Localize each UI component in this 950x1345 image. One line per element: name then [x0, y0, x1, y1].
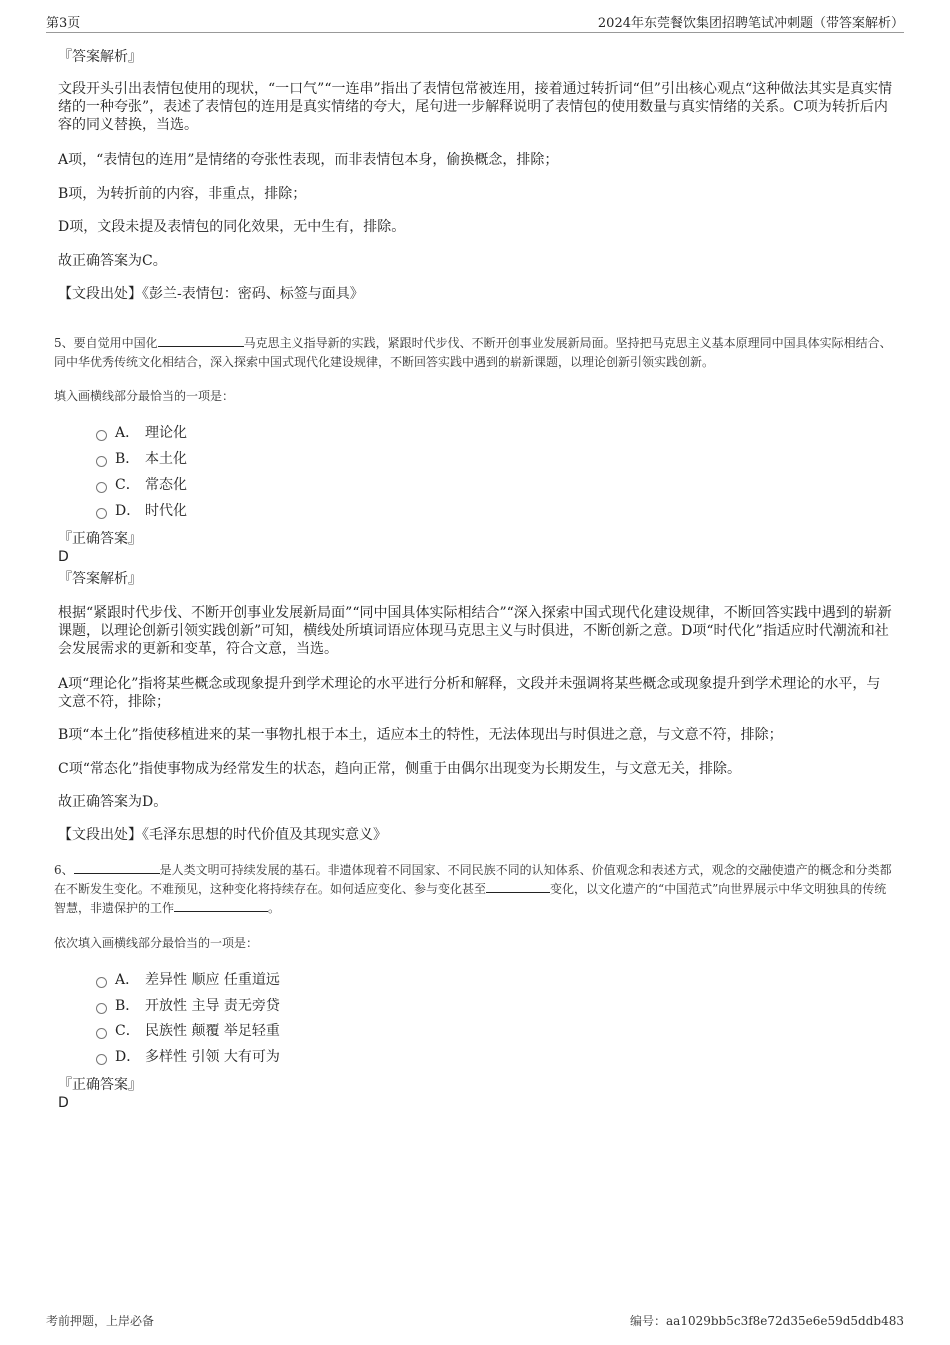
q6-option-a[interactable] [96, 971, 280, 991]
q4-analysis-main: 文段开头引出表情包使用的现状，“一口气”“一连串”指出了表情包常被连用，接着通过转折词“但”引出核心观点“这种做法其实是真实情绪的一种夸张”，表述了表情包的连用是真实情绪的夸大，尾句进一步解释说明了表情包的使用数量与真实情绪的关系。C项为转折后内容的同义替换，当选。 [58, 81, 893, 133]
q5-correct-answer: D [58, 549, 69, 565]
option-key: A． [115, 425, 140, 441]
option-text: 民族性 颠覆 举足轻重 [145, 1023, 280, 1039]
option-key: C． [115, 477, 140, 493]
q5-stem [54, 334, 896, 372]
radio-icon[interactable] [96, 456, 107, 467]
option-key: B． [115, 998, 140, 1014]
q5-analysis-option-b: B项“本土化”指使移植进来的某一事物扎根于本土，适应本土的特性，无法体现出与时俱进之意，与文意不符，排除； [58, 727, 783, 743]
option-text: 本土化 [145, 451, 187, 467]
radio-icon[interactable] [96, 482, 107, 493]
option-text: 差异性 顺应 任重道远 [145, 972, 280, 988]
page-footer [46, 1312, 904, 1329]
document-title: 2024年东莞餐饮集团招聘笔试冲刺题（带答案解析） [597, 16, 904, 31]
option-key: D． [115, 1049, 141, 1065]
footer-slogan: 考前押题，上岸必备 [46, 1314, 155, 1328]
q4-analysis-label: 『答案解析』 [58, 49, 142, 65]
q6-stem-start: 6、 [54, 863, 74, 877]
radio-icon[interactable] [96, 430, 107, 441]
q5-conclusion: 故正确答案为D。 [58, 794, 168, 810]
q6-blank-2 [486, 880, 550, 893]
q5-source: 【文段出处】《毛泽东思想的时代价值及其现实意义》 [58, 827, 387, 843]
q6-option-d[interactable] [96, 1048, 280, 1068]
option-text: 时代化 [145, 503, 187, 519]
q5-option-b[interactable] [96, 450, 187, 470]
q5-correct-label: 『正确答案』 [58, 531, 142, 547]
q5-option-d[interactable] [96, 502, 187, 522]
q6-option-b[interactable] [96, 997, 280, 1017]
radio-icon[interactable] [96, 1003, 107, 1014]
option-text: 常态化 [145, 477, 187, 493]
q5-blank [158, 334, 244, 347]
q6-correct-label: 『正确答案』 [58, 1077, 142, 1093]
q4-conclusion: 故正确答案为C。 [58, 253, 167, 269]
q4-analysis-option-b: B项，为转折前的内容，非重点，排除； [58, 186, 307, 202]
q6-stem-end: 。 [268, 901, 281, 915]
q5-analysis-option-c: C项“常态化”指使事物成为经常发生的状态，趋向正常，侧重于由偶尔出现变为长期发生，与文意无关，排除。 [58, 761, 742, 777]
q6-blank-3 [174, 899, 268, 912]
radio-icon[interactable] [96, 1054, 107, 1065]
q5-option-a[interactable] [96, 424, 187, 444]
option-text: 多样性 引领 大有可为 [145, 1049, 280, 1065]
option-key: A． [115, 972, 140, 988]
document-id: 编号：aa1029bb5c3f8e72d35e6e59d5ddb483 [630, 1314, 904, 1328]
radio-icon[interactable] [96, 977, 107, 988]
q4-analysis-option-d: D项，文段未提及表情包的同化效果，无中生有，排除。 [58, 219, 406, 235]
page-header [46, 12, 904, 33]
q5-stem-start: 5、要自觉用中国化 [54, 336, 158, 350]
q5-analysis-option-a: A项“理论化”指将某些概念或现象提升到学术理论的水平进行分析和解释，文段并未强调将某些概念或现象提升到学术理论的水平，与文意不符，排除； [58, 676, 881, 710]
q5-stem-rest: 马克思主义指导新的实践，紧跟时代步伐、不断开创事业发展新局面。坚持把马克思主义基本原理同中国具体实际相结合、同中华优秀传统文化相结合，深入探索中国式现代化建设规律，不断回答实践中遇到的崭新课题，以理论创新引领实践创新。 [54, 336, 892, 369]
q6-correct-answer: D [58, 1095, 69, 1111]
q4-source: 【文段出处】《彭兰-表情包：密码、标签与面具》 [58, 286, 364, 302]
q6-blank-1 [74, 861, 160, 874]
q6-stem [54, 861, 896, 918]
q6-stem-part-3: 变化，以文化遗产的“中国范式”向世界展示中华文明独具的传统智慧，非遗保护的工作 [54, 882, 887, 915]
radio-icon[interactable] [96, 508, 107, 519]
option-key: C． [115, 1023, 140, 1039]
page-number: 第3页 [46, 16, 81, 31]
option-text: 开放性 主导 责无旁贷 [145, 998, 280, 1014]
option-text: 理论化 [145, 425, 187, 441]
q6-stem-part-2: 是人类文明可持续发展的基石。非遗体现着不同国家、不同民族不同的认知体系、价值观念和表述方式，观念的交融使遗产的概念和分类都在不断发生变化。不难预见，这种变化将持续存在。如何适应变化、参与变化甚至 [54, 863, 892, 896]
radio-icon[interactable] [96, 1028, 107, 1039]
q5-analysis-main: 根据“紧跟时代步伐、不断开创事业发展新局面”“同中国具体实际相结合”“深入探索中国式现代化建设规律，不断回答实践中遇到的崭新课题，以理论创新引领实践创新”可知，横线处所填词语应体现马克思主义与时俱进，不断创新之意。D项“时代化”指适应时代潮流和社会发展需求的更新和变革，符合文意，当选。 [58, 605, 892, 657]
option-key: B． [115, 451, 140, 467]
q6-prompt: 依次填入画横线部分最恰当的一项是： [54, 936, 259, 950]
q5-option-c[interactable] [96, 476, 187, 496]
q5-prompt: 填入画横线部分最恰当的一项是： [54, 389, 235, 403]
q4-analysis-option-a: A项，“表情包的连用”是情绪的夸张性表现，而非表情包本身，偷换概念，排除； [58, 152, 559, 168]
option-key: D． [115, 503, 141, 519]
q6-option-c[interactable] [96, 1022, 280, 1042]
q5-analysis-label: 『答案解析』 [58, 571, 142, 587]
